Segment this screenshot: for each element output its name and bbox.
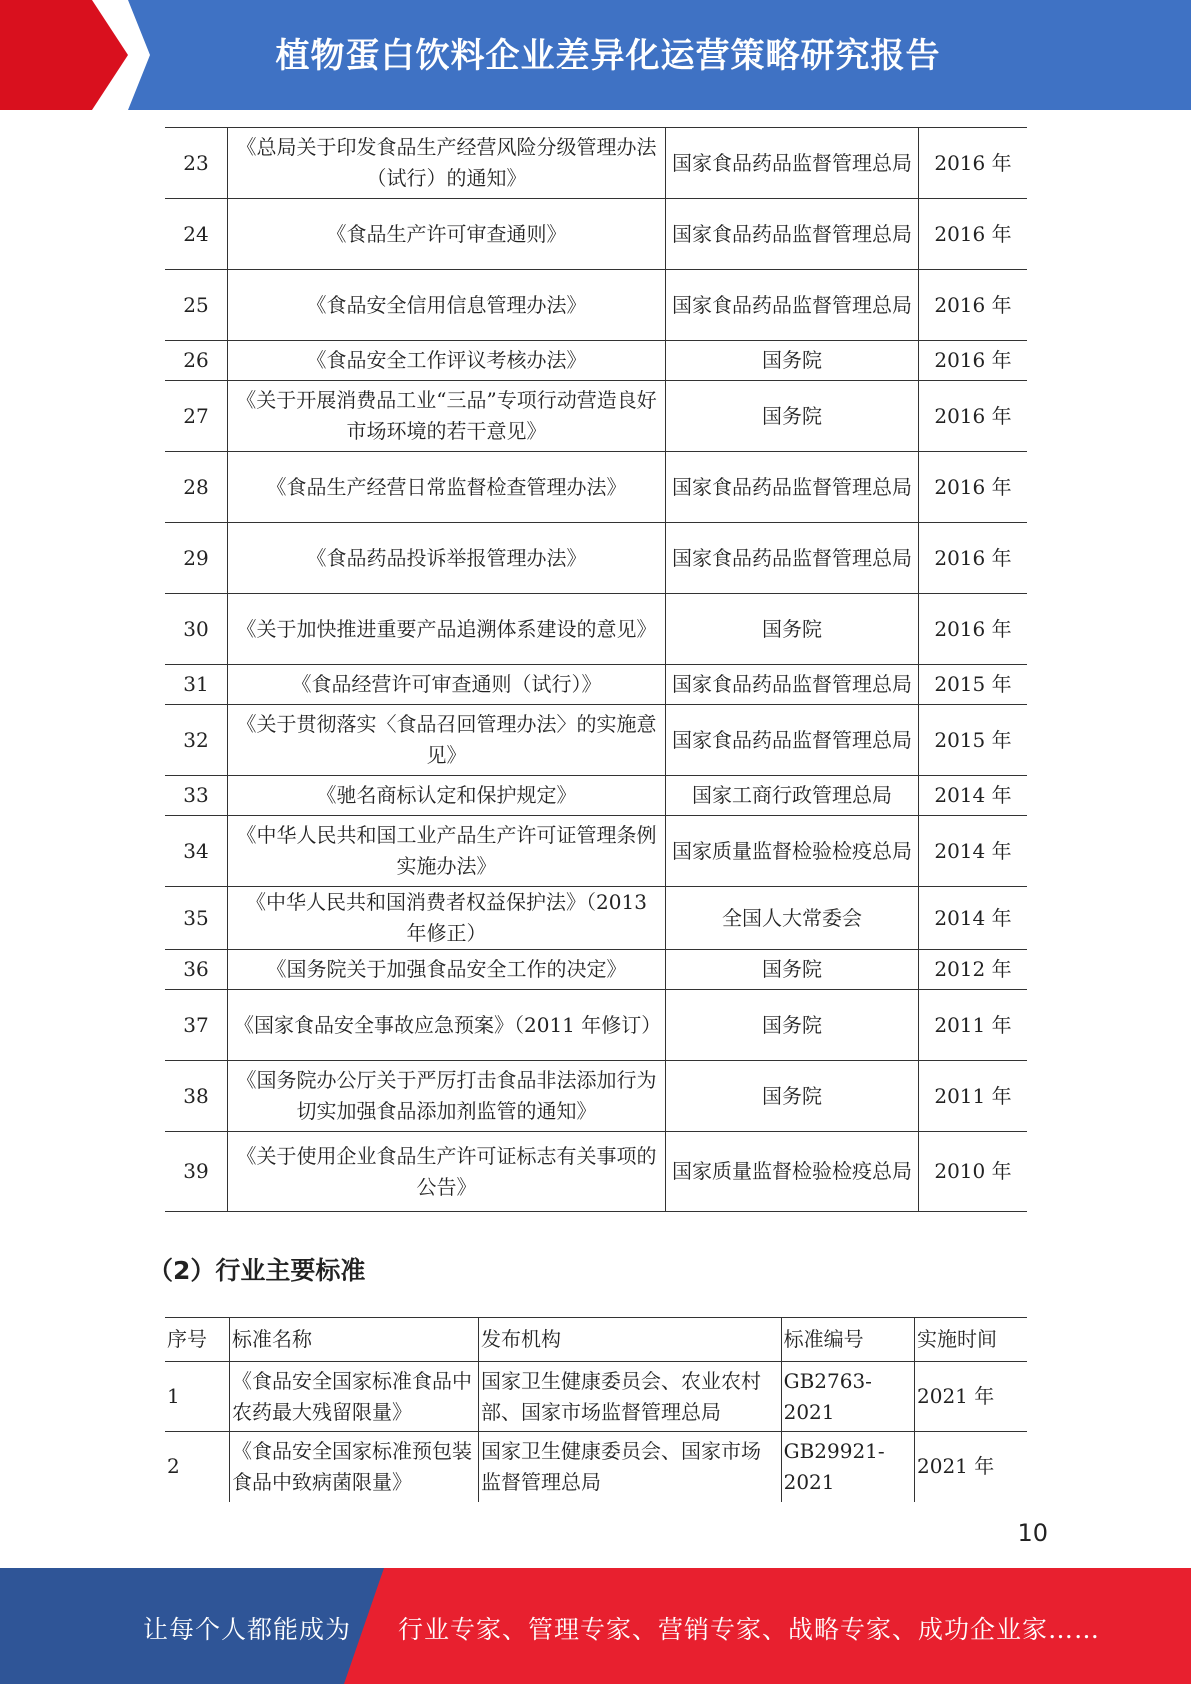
regulation-name: 《食品药品投诉举报管理办法》	[228, 523, 666, 594]
regulation-name: 《国家食品安全事故应急预案》（2011 年修订）	[228, 990, 666, 1061]
regulation-row	[165, 341, 1027, 381]
regulation-year: 2016 年	[919, 381, 1028, 452]
footer-slogan-right: 行业专家、管理专家、营销专家、战略专家、成功企业家……	[398, 1615, 1101, 1644]
regulation-row	[165, 381, 1027, 452]
standards-header-row	[165, 1318, 1027, 1362]
header-cell: 序号	[165, 1318, 230, 1362]
regulation-year: 2011 年	[919, 990, 1028, 1061]
standard-number: 2	[165, 1432, 230, 1502]
issuing-authority: 国家工商行政管理总局	[666, 776, 919, 816]
report-title: 植物蛋白饮料企业差异化运营策略研究报告	[275, 36, 941, 76]
header-cell: 发布机构	[478, 1318, 781, 1362]
regulation-row	[165, 199, 1027, 270]
regulation-row	[165, 452, 1027, 523]
issuing-authority: 国家食品药品监督管理总局	[666, 705, 919, 776]
issuing-authority: 国家食品药品监督管理总局	[666, 199, 919, 270]
regulation-name: 《关于使用企业食品生产许可证标志有关事项的公告》	[228, 1132, 666, 1212]
issuing-authority: 国家食品药品监督管理总局	[666, 128, 919, 199]
regulation-year: 2016 年	[919, 199, 1028, 270]
row-number: 30	[165, 594, 228, 665]
page-header	[0, 0, 1191, 110]
regulation-year: 2016 年	[919, 452, 1028, 523]
regulation-year: 2016 年	[919, 594, 1028, 665]
row-number: 39	[165, 1132, 228, 1212]
standard-year: 2021 年	[915, 1362, 1028, 1432]
regulation-row	[165, 594, 1027, 665]
regulation-row	[165, 705, 1027, 776]
regulation-name: 《中华人民共和国工业产品生产许可证管理条例实施办法》	[228, 816, 666, 887]
regulation-year: 2011 年	[919, 1061, 1028, 1132]
footer-slogan-left: 让每个人都能成为	[143, 1615, 352, 1644]
regulation-name: 《食品经营许可审查通则（试行）》	[228, 665, 666, 705]
regulation-row	[165, 128, 1027, 199]
issuing-authority: 国务院	[666, 341, 919, 381]
standard-issuer: 国家卫生健康委员会、国家市场监督管理总局	[478, 1432, 781, 1502]
regulation-year: 2012 年	[919, 950, 1028, 990]
regulation-year: 2014 年	[919, 816, 1028, 887]
issuing-authority: 国务院	[666, 950, 919, 990]
issuing-authority: 国务院	[666, 990, 919, 1061]
regulation-name: 《关于开展消费品工业“三品”专项行动营造良好市场环境的若干意见》	[228, 381, 666, 452]
standard-issuer: 国家卫生健康委员会、农业农村部、国家市场监督管理总局	[478, 1362, 781, 1432]
regulation-name: 《中华人民共和国消费者权益保护法》（2013 年修正）	[228, 887, 666, 950]
regulation-name: 《国务院关于加强食品安全工作的决定》	[228, 950, 666, 990]
standard-name: 《食品安全国家标准食品中农药最大残留限量》	[230, 1362, 479, 1432]
regulation-row	[165, 523, 1027, 594]
issuing-authority: 国务院	[666, 381, 919, 452]
row-number: 24	[165, 199, 228, 270]
row-number: 27	[165, 381, 228, 452]
page-footer	[0, 1568, 1191, 1684]
row-number: 35	[165, 887, 228, 950]
regulation-year: 2015 年	[919, 705, 1028, 776]
issuing-authority: 国务院	[666, 594, 919, 665]
section-heading: （2）行业主要标准	[148, 1256, 366, 1285]
regulation-row	[165, 950, 1027, 990]
issuing-authority: 国家食品药品监督管理总局	[666, 523, 919, 594]
regulation-name: 《食品安全工作评议考核办法》	[228, 341, 666, 381]
row-number: 34	[165, 816, 228, 887]
regulation-year: 2010 年	[919, 1132, 1028, 1212]
regulation-row	[165, 776, 1027, 816]
row-number: 37	[165, 990, 228, 1061]
issuing-authority: 国家食品药品监督管理总局	[666, 665, 919, 705]
row-number: 33	[165, 776, 228, 816]
regulation-row	[165, 1132, 1027, 1212]
issuing-authority: 国务院	[666, 1061, 919, 1132]
regulations-table	[165, 127, 1027, 1212]
header-cell: 标准名称	[230, 1318, 479, 1362]
regulation-year: 2016 年	[919, 523, 1028, 594]
regulation-name: 《关于贯彻落实〈食品召回管理办法〉的实施意见》	[228, 705, 666, 776]
regulation-year: 2014 年	[919, 776, 1028, 816]
issuing-authority: 国家质量监督检验检疫总局	[666, 816, 919, 887]
header-cell: 标准编号	[781, 1318, 914, 1362]
regulation-year: 2016 年	[919, 128, 1028, 199]
row-number: 23	[165, 128, 228, 199]
regulation-row	[165, 990, 1027, 1061]
regulation-name: 《驰名商标认定和保护规定》	[228, 776, 666, 816]
regulation-name: 《关于加快推进重要产品追溯体系建设的意见》	[228, 594, 666, 665]
regulation-name: 《食品生产许可审查通则》	[228, 199, 666, 270]
standard-row	[165, 1432, 1027, 1502]
standard-code: GB29921-2021	[781, 1432, 914, 1502]
regulation-name: 《总局关于印发食品生产经营风险分级管理办法（试行）的通知》	[228, 128, 666, 199]
regulation-row	[165, 665, 1027, 705]
row-number: 36	[165, 950, 228, 990]
regulation-name: 《国务院办公厅关于严厉打击食品非法添加行为切实加强食品添加剂监管的通知》	[228, 1061, 666, 1132]
standards-table	[165, 1317, 1027, 1502]
row-number: 28	[165, 452, 228, 523]
page-number: 10	[1017, 1519, 1048, 1547]
header-cell: 实施时间	[915, 1318, 1028, 1362]
regulation-name: 《食品生产经营日常监督检查管理办法》	[228, 452, 666, 523]
regulation-year: 2015 年	[919, 665, 1028, 705]
standard-code: GB2763-2021	[781, 1362, 914, 1432]
row-number: 38	[165, 1061, 228, 1132]
regulation-row	[165, 270, 1027, 341]
regulation-row	[165, 1061, 1027, 1132]
regulation-row	[165, 816, 1027, 887]
standard-year: 2021 年	[915, 1432, 1028, 1502]
regulation-year: 2014 年	[919, 887, 1028, 950]
standard-row	[165, 1362, 1027, 1432]
row-number: 29	[165, 523, 228, 594]
standard-name: 《食品安全国家标准预包装食品中致病菌限量》	[230, 1432, 479, 1502]
regulation-name: 《食品安全信用信息管理办法》	[228, 270, 666, 341]
issuing-authority: 国家食品药品监督管理总局	[666, 270, 919, 341]
row-number: 26	[165, 341, 228, 381]
regulation-row	[165, 887, 1027, 950]
row-number: 25	[165, 270, 228, 341]
issuing-authority: 全国人大常委会	[666, 887, 919, 950]
standard-number: 1	[165, 1362, 230, 1432]
issuing-authority: 国家质量监督检验检疫总局	[666, 1132, 919, 1212]
issuing-authority: 国家食品药品监督管理总局	[666, 452, 919, 523]
row-number: 31	[165, 665, 228, 705]
regulation-year: 2016 年	[919, 341, 1028, 381]
regulation-year: 2016 年	[919, 270, 1028, 341]
row-number: 32	[165, 705, 228, 776]
